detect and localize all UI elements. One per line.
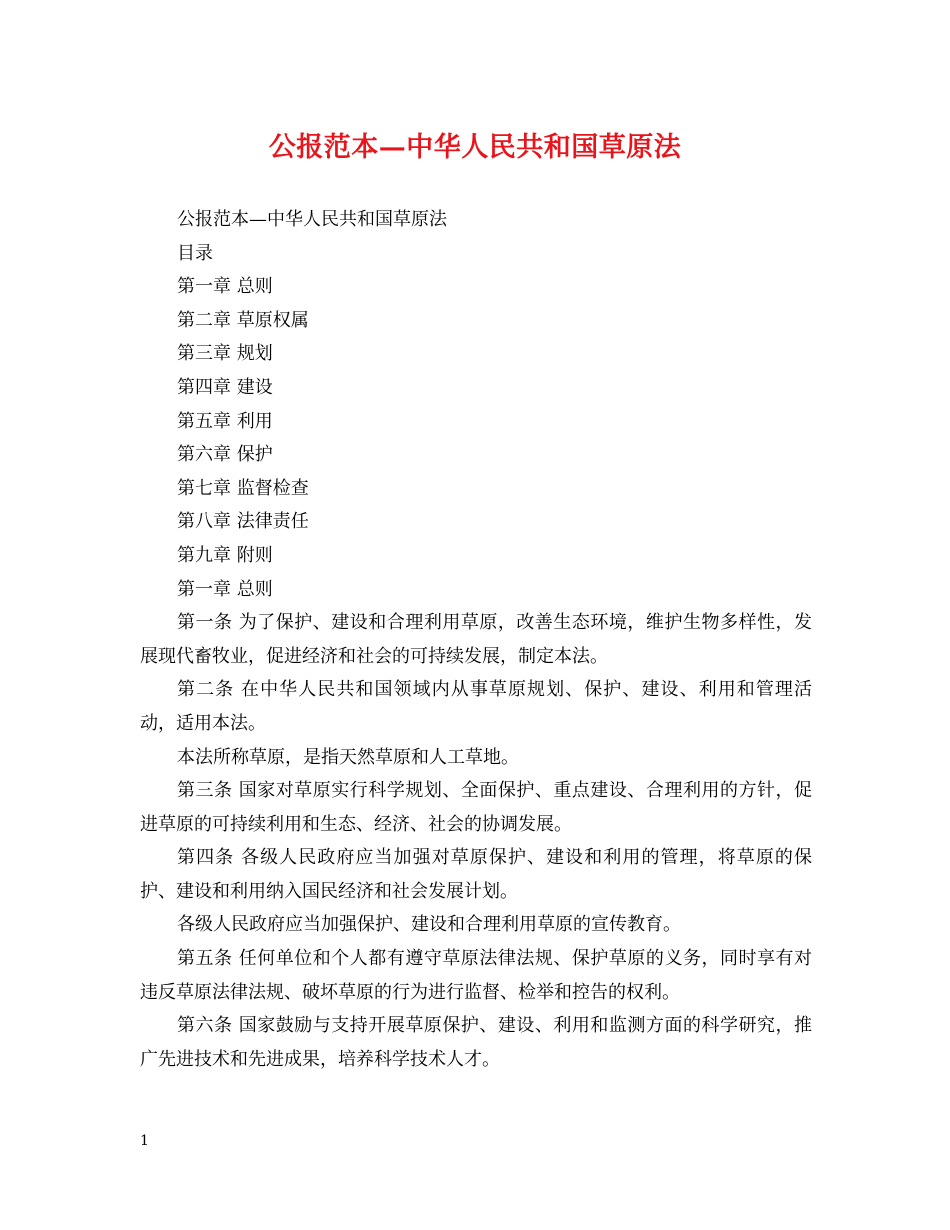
article-paragraph: 第二条 在中华人民共和国领域内从事草原规划、保护、建设、利用和管理活动，适用本法。 — [140, 679, 812, 734]
toc-item: 第二章 草原权属 — [177, 309, 309, 331]
article-paragraph: 第五条 任何单位和个人都有遵守草原法律法规、保护草原的义务，同时享有对违反草原法律法规、破坏草原的行为进行监督、检举和控告的权利。 — [140, 948, 812, 1003]
toc-item: 第八章 法律责任 — [177, 511, 309, 533]
toc-item: 第一章 总则 — [177, 276, 273, 298]
toc-item: 第五章 利用 — [177, 410, 273, 432]
toc-item: 第九章 附则 — [177, 544, 273, 566]
article-paragraph: 第四条 各级人民政府应当加强对草原保护、建设和利用的管理，将草原的保护、建设和利用纳入国民经济和社会发展计划。 — [140, 847, 812, 902]
page-number: 1 — [140, 1133, 149, 1149]
body-paragraph: 本法所称草原，是指天然草原和人工草地。 — [177, 746, 519, 768]
toc-item: 第三章 规划 — [177, 343, 273, 365]
body-paragraph: 各级人民政府应当加强保护、建设和合理利用草原的宣传教育。 — [177, 914, 681, 936]
article-paragraph: 第一条 为了保护、建设和合理利用草原，改善生态环境，维护生物多样性，发展现代畜牧业，促进经济和社会的可持续发展，制定本法。 — [140, 612, 812, 667]
toc-item: 第七章 监督检查 — [177, 477, 309, 499]
toc-item: 第四章 建设 — [177, 376, 273, 398]
document-body — [140, 203, 812, 1076]
toc-item: 第六章 保护 — [177, 444, 273, 466]
body-paragraph: 公报范本—中华人民共和国草原法 — [177, 209, 447, 230]
toc-heading: 目录 — [177, 242, 213, 264]
document-title: 公报范本—中华人民共和国草原法 — [268, 132, 682, 163]
article-paragraph: 第三条 国家对草原实行科学规划、全面保护、重点建设、合理利用的方针，促进草原的可持续利用和生态、经济、社会的协调发展。 — [140, 780, 812, 835]
article-paragraph: 第六条 国家鼓励与支持开展草原保护、建设、利用和监测方面的科学研究，推广先进技术和先进成果，培养科学技术人才。 — [140, 1015, 812, 1070]
chapter-heading: 第一章 总则 — [177, 578, 273, 600]
